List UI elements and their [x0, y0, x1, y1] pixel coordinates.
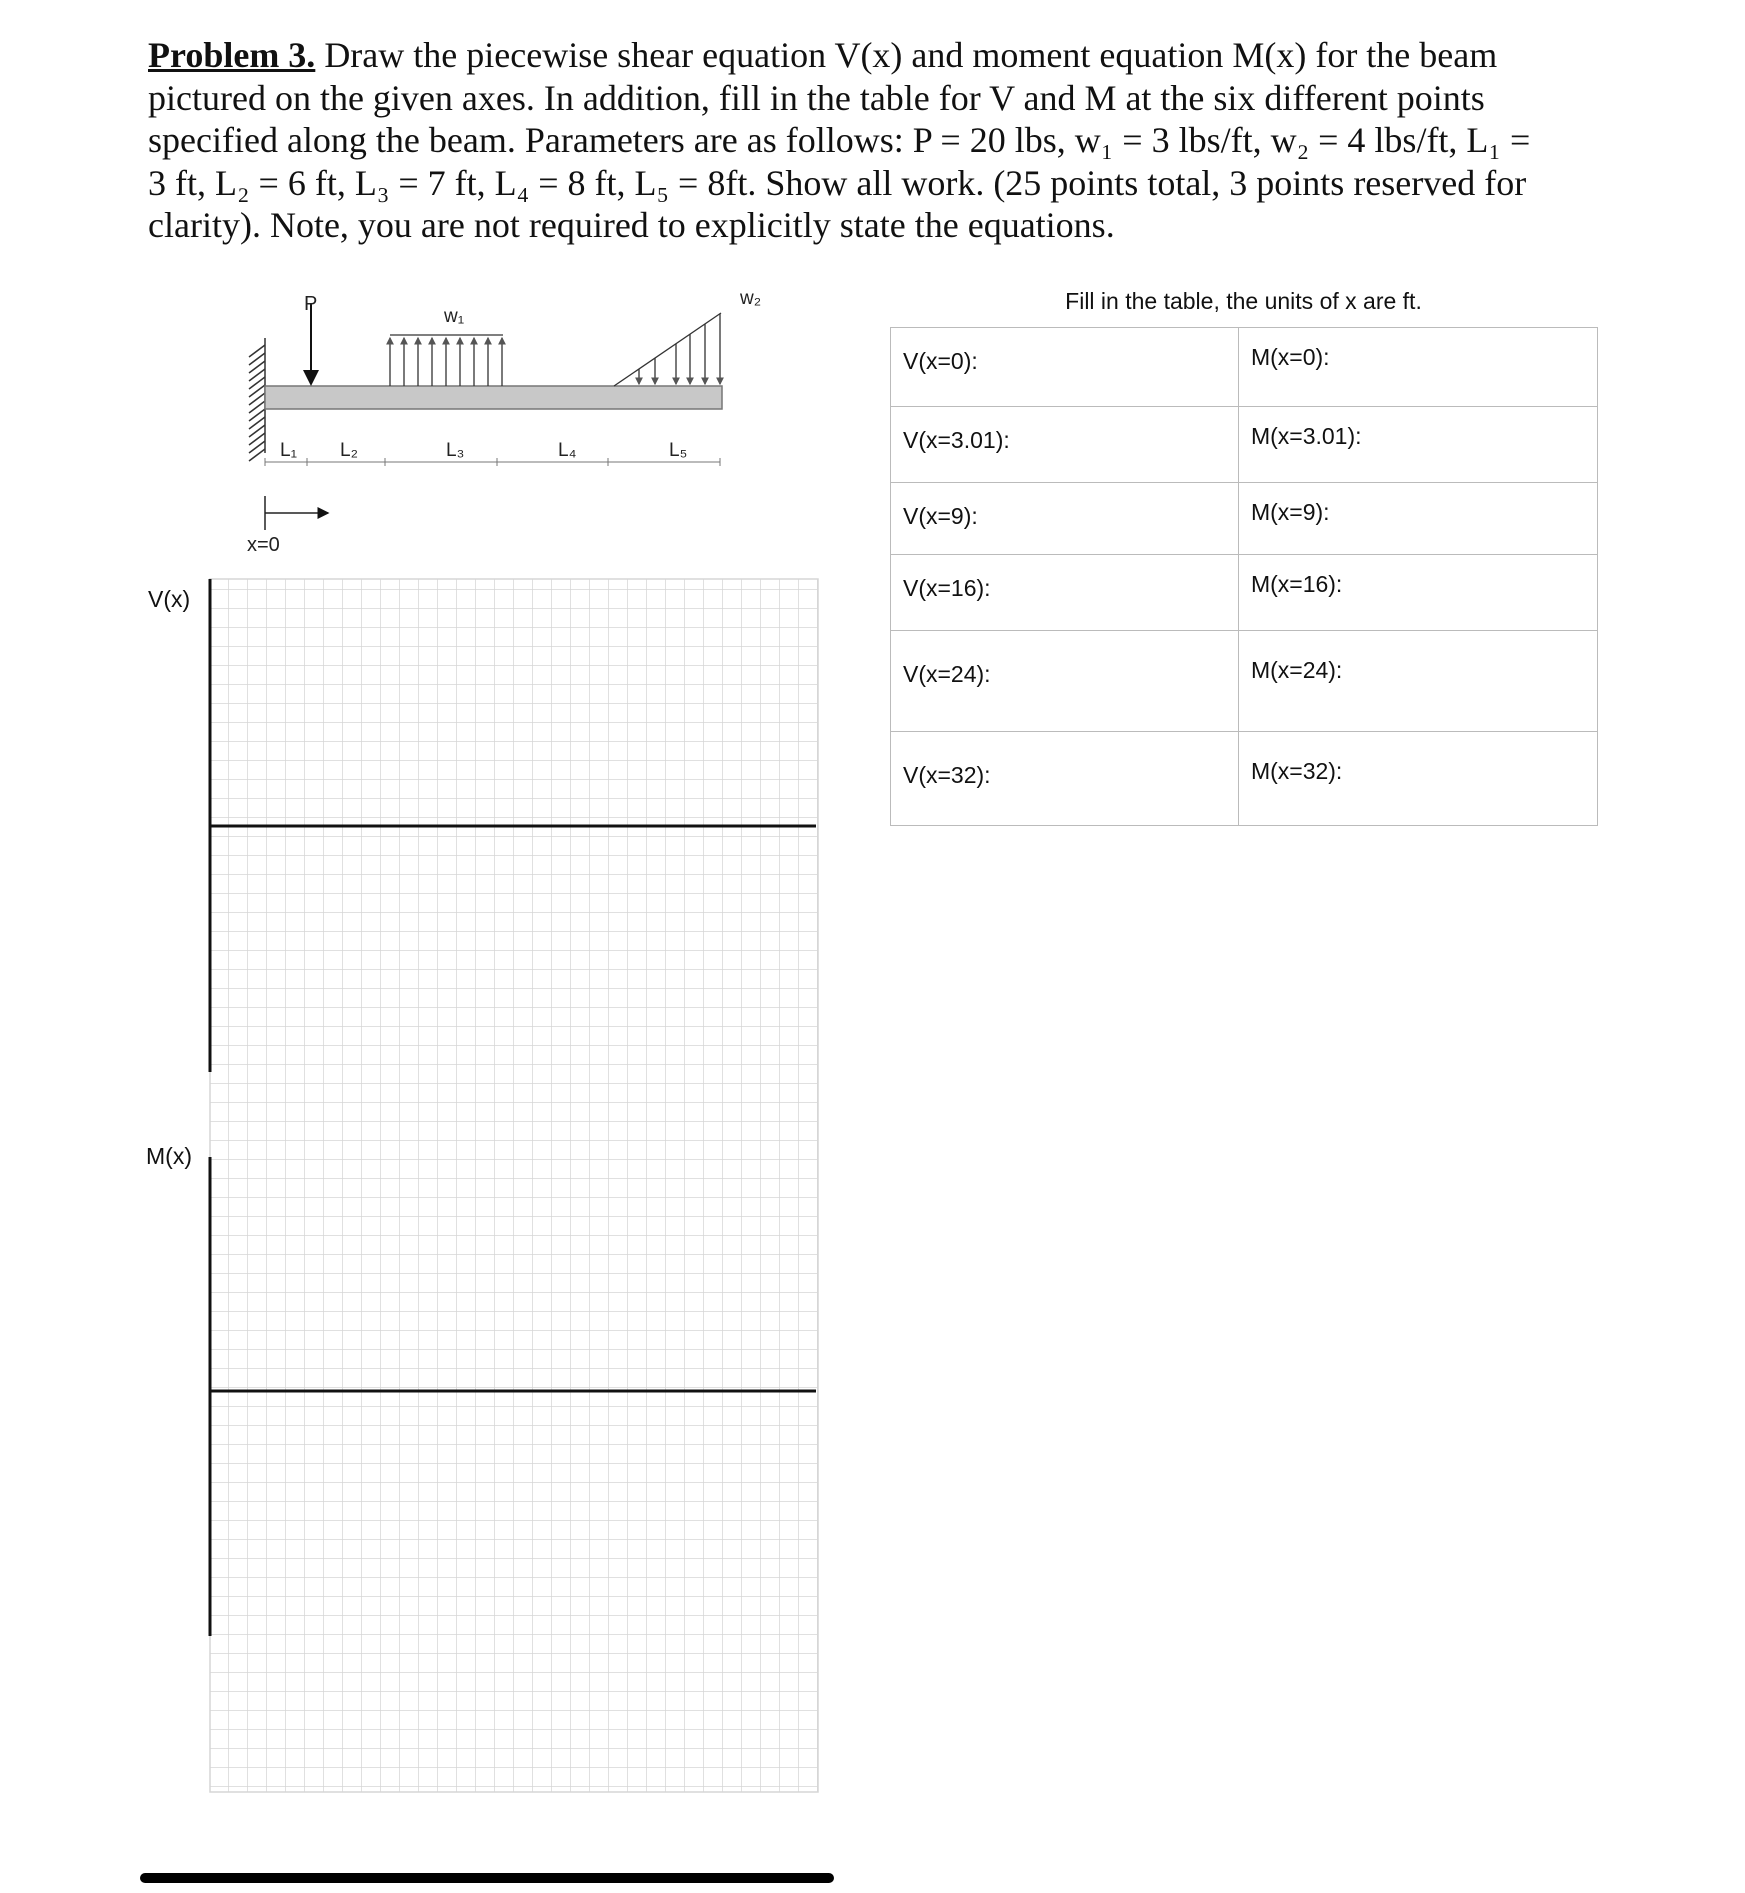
dimension-L3: L₃: [446, 440, 465, 461]
table-row: [891, 732, 1598, 826]
shear-cell[interactable]: V(x=9):: [891, 483, 1239, 555]
shear-cell[interactable]: V(x=32):: [891, 732, 1239, 826]
origin-label: x=0: [247, 534, 280, 556]
beam-diagram: [247, 288, 761, 556]
table-row: [891, 555, 1598, 631]
problem-line: clarity). Note, you are not required to explicitly state the equations.: [148, 205, 1115, 245]
moment-cell[interactable]: M(x=9):: [1238, 483, 1597, 555]
shear-axis-label: V(x): [148, 586, 191, 612]
shear-cell[interactable]: V(x=24):: [891, 631, 1239, 732]
shear-cell[interactable]: V(x=0):: [891, 328, 1239, 407]
problem-title: Problem 3.: [148, 35, 316, 75]
values-table: [890, 327, 1598, 826]
table-caption: Fill in the table, the units of x are ft.: [1065, 288, 1422, 314]
shear-cell[interactable]: V(x=3.01):: [891, 407, 1239, 483]
shear-cell[interactable]: V(x=16):: [891, 555, 1239, 631]
plot-area[interactable]: [210, 579, 818, 1792]
dimension-L5: L₅: [669, 440, 688, 461]
dimension-L4: L₄: [558, 440, 577, 461]
dimension-L2: L₂: [340, 440, 358, 461]
table-row: [891, 631, 1598, 732]
table-row: [891, 483, 1598, 555]
problem-line: pictured on the given axes. In addition, fill in the table for V and M at the six different points: [148, 77, 1485, 118]
moment-cell[interactable]: M(x=0):: [1238, 328, 1597, 407]
table-row: [891, 328, 1598, 407]
table-row: [891, 407, 1598, 483]
distributed-load-w1: [390, 335, 503, 386]
dimension-line: [265, 458, 720, 466]
home-indicator: [140, 1873, 834, 1883]
beam: [265, 386, 722, 409]
w2-label: w₂: [740, 288, 762, 309]
moment-cell[interactable]: M(x=16):: [1238, 555, 1597, 631]
moment-cell[interactable]: M(x=3.01):: [1238, 407, 1597, 483]
moment-cell[interactable]: M(x=24):: [1238, 631, 1597, 732]
w1-label: w₁: [444, 306, 465, 327]
triangular-load-w2: [614, 313, 721, 386]
problem-line: Draw the piecewise shear equation V(x) and moment equation M(x) for the beam: [315, 35, 1498, 75]
dimension-L1: L₁: [280, 440, 297, 461]
point-load-label: P: [304, 293, 318, 315]
moment-axis-label: M(x): [146, 1143, 192, 1169]
fixed-wall-support: [249, 338, 265, 461]
grid-paper: [210, 579, 818, 1792]
problem-line: specified along the beam. Parameters are as follows: P = 20 lbs, w₁ = 3 lbs/ft, w₂ = 4 lbs/ft, L₁ =: [148, 120, 1531, 160]
problem-line: 3 ft, L₂ = 6 ft, L₃ = 7 ft, L₄ = 8 ft, L₅ = 8ft. Show all work. (25 points total, 3 points reserved for: [148, 162, 1527, 203]
moment-cell[interactable]: M(x=32):: [1238, 732, 1597, 826]
